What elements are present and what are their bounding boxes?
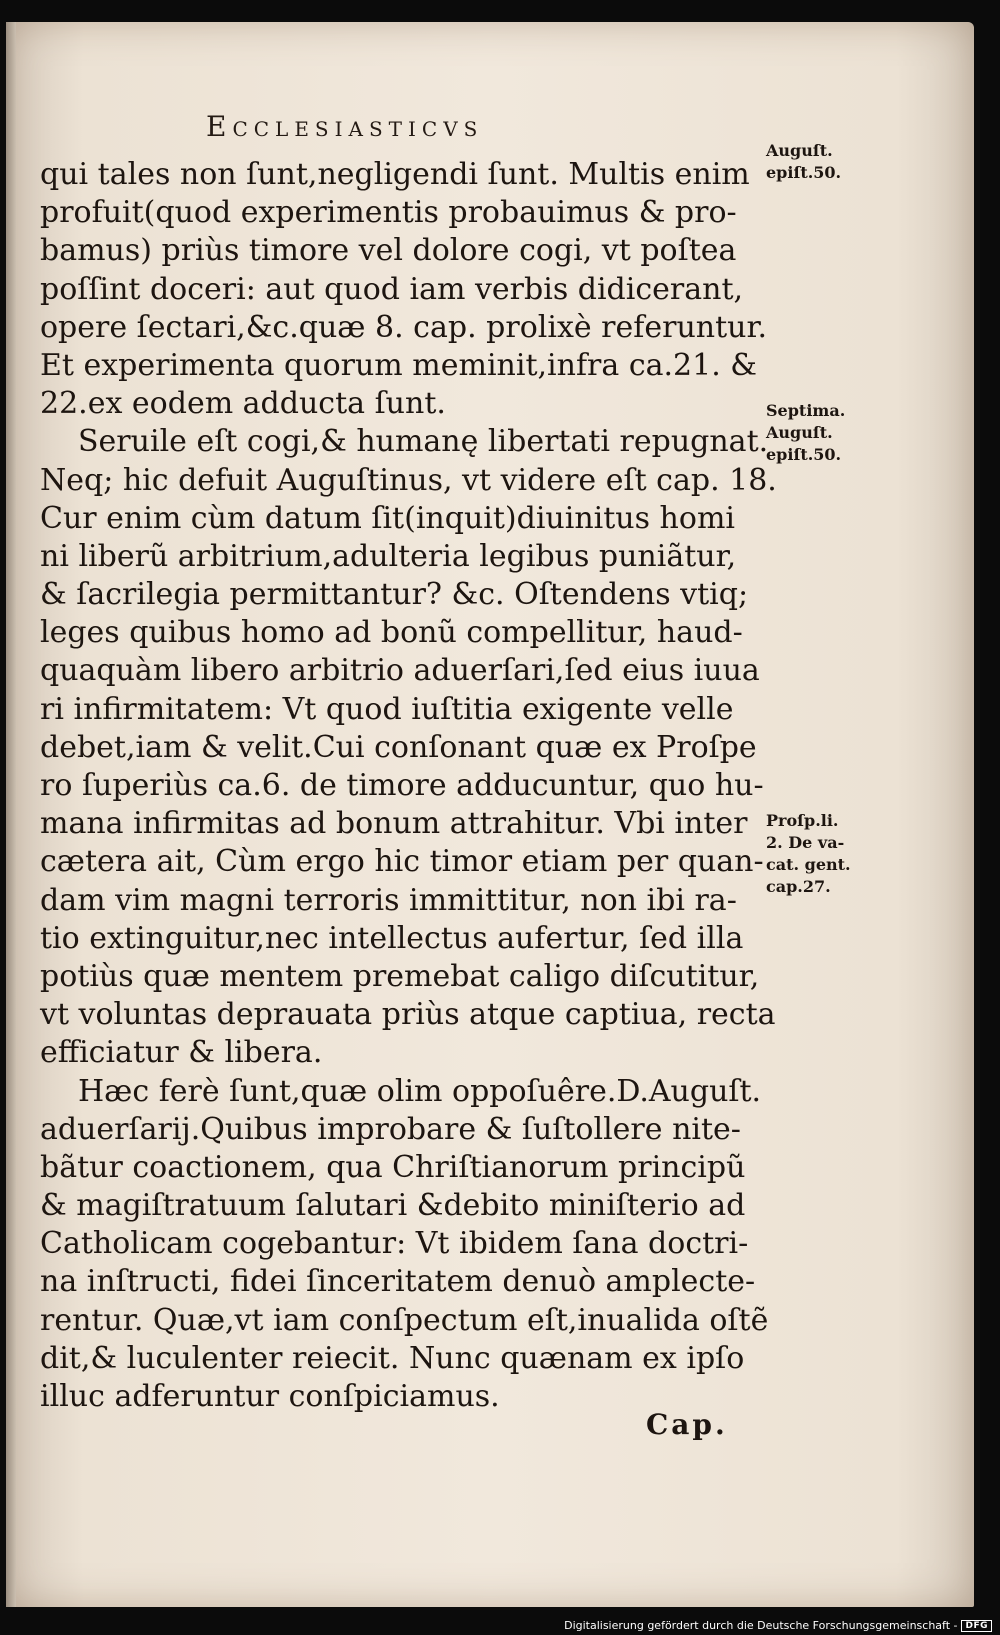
margin-note-augustine bbox=[766, 140, 841, 184]
body-text bbox=[40, 156, 777, 1416]
margin-note-line: epiſt.50. bbox=[766, 445, 842, 464]
footer-credit bbox=[564, 1619, 992, 1632]
text-line: poſſint doceri: aut quod iam verbis didicerant, bbox=[40, 271, 744, 307]
text-line: Neq; hic defuit Auguſtinus, vt videre eſt cap. 18. bbox=[40, 462, 777, 498]
text-line: debet,iam & velit.Cui conſonant quæ ex Proſpe bbox=[40, 729, 757, 765]
text-line: ri infirmitatem: Vt quod iuſtitia exigente velle bbox=[40, 691, 734, 727]
text-line: illuc adferuntur conſpiciamus. bbox=[40, 1379, 500, 1414]
text-line: qui tales non ſunt,negligendi ſunt. Multis enim bbox=[40, 157, 750, 192]
margin-note-line: Septima. bbox=[766, 401, 846, 420]
text-line: Seruile eſt cogi,& humanę libertati repugnat. bbox=[78, 424, 769, 460]
text-line: aduerſarij.Quibus improbare & ſuſtollere nite- bbox=[40, 1111, 741, 1147]
running-head: Ecclesiasticvs bbox=[206, 110, 484, 143]
text-line: & magiſtratuum ſalutari &debito miniſterio ad bbox=[40, 1188, 746, 1224]
margin-note-line: epiſt.50. bbox=[766, 163, 842, 182]
text-line: Et experimenta quorum meminit,infra ca.21. & bbox=[40, 347, 757, 383]
text-line: bamus) priùs timore vel dolore cogi, vt poſtea bbox=[40, 233, 737, 269]
text-line: vt voluntas deprauata priùs atque captiua, recta bbox=[40, 997, 776, 1033]
text-line: tio extinguitur,nec intellectus aufertur, ſed illa bbox=[40, 920, 744, 956]
text-line: bãtur coactionem, qua Chriſtianorum principũ bbox=[40, 1149, 746, 1185]
footer-text: Digitalisierung gefördert durch die Deutsche Forschungsgemeinschaft - bbox=[564, 1619, 958, 1632]
margin-note-line: 2. De va- bbox=[766, 833, 845, 852]
text-line: potiùs quæ mentem premebat caligo diſcutitur, bbox=[40, 958, 760, 994]
text-line: 22.ex eodem adducta ſunt. bbox=[40, 386, 446, 422]
dfg-logo: DFG bbox=[961, 1620, 992, 1632]
text-line: dam vim magni terroris immittitur, non ibi ra- bbox=[40, 882, 737, 918]
catchword: Cap. bbox=[646, 1408, 728, 1441]
text-line: leges quibus homo ad bonũ compellitur, haud- bbox=[40, 615, 743, 651]
book-page bbox=[6, 22, 974, 1607]
text-line: ni liberũ arbitrium,adulteria legibus puniãtur, bbox=[40, 538, 737, 574]
margin-note-line: cap.27. bbox=[766, 877, 831, 896]
text-line: cætera ait, Cùm ergo hic timor etiam per quan- bbox=[40, 844, 764, 880]
margin-note-line: Auguſt. bbox=[766, 423, 833, 442]
margin-note-septima bbox=[766, 400, 845, 466]
margin-note-line: cat. gent. bbox=[766, 855, 851, 874]
text-line: profuit(quod experimentis probauimus & pro- bbox=[40, 195, 737, 231]
margin-note-line: Auguſt. bbox=[766, 141, 833, 160]
margin-note-line: Proſp.li. bbox=[766, 811, 839, 830]
text-line: quaquàm libero arbitrio aduerſari,ſed eius iuua bbox=[40, 653, 760, 689]
text-line: ro ſuperiùs ca.6. de timore adducuntur, quo hu- bbox=[40, 768, 764, 803]
text-line: dit,& luculenter reiecit. Nunc quænam ex ipſo bbox=[40, 1340, 745, 1376]
text-line: Cur enim cùm datum ſit(inquit)diuinitus homi bbox=[40, 500, 735, 536]
text-line: Hæc ferè ſunt,quæ olim oppoſuêre.D.Auguſt. bbox=[78, 1073, 762, 1109]
text-line: na inſtructi, fidei ſinceritatem denuò amplecte- bbox=[40, 1264, 756, 1300]
text-line: opere ſectari,&c.quæ 8. cap. prolixè referuntur. bbox=[40, 309, 768, 345]
text-line: & ſacrilegia permittantur? &c. Oſtendens vtiq; bbox=[40, 577, 749, 613]
margin-note-prosper bbox=[766, 810, 851, 898]
text-line: efficiatur & libera. bbox=[40, 1035, 323, 1071]
text-line: mana infirmitas ad bonum attrahitur. Vbi inter bbox=[40, 806, 748, 842]
text-line: Catholicam cogebantur: Vt ibidem ſana doctri- bbox=[40, 1226, 749, 1262]
text-line: rentur. Quæ,vt iam conſpectum eſt,inualida oſtẽ bbox=[40, 1302, 769, 1338]
